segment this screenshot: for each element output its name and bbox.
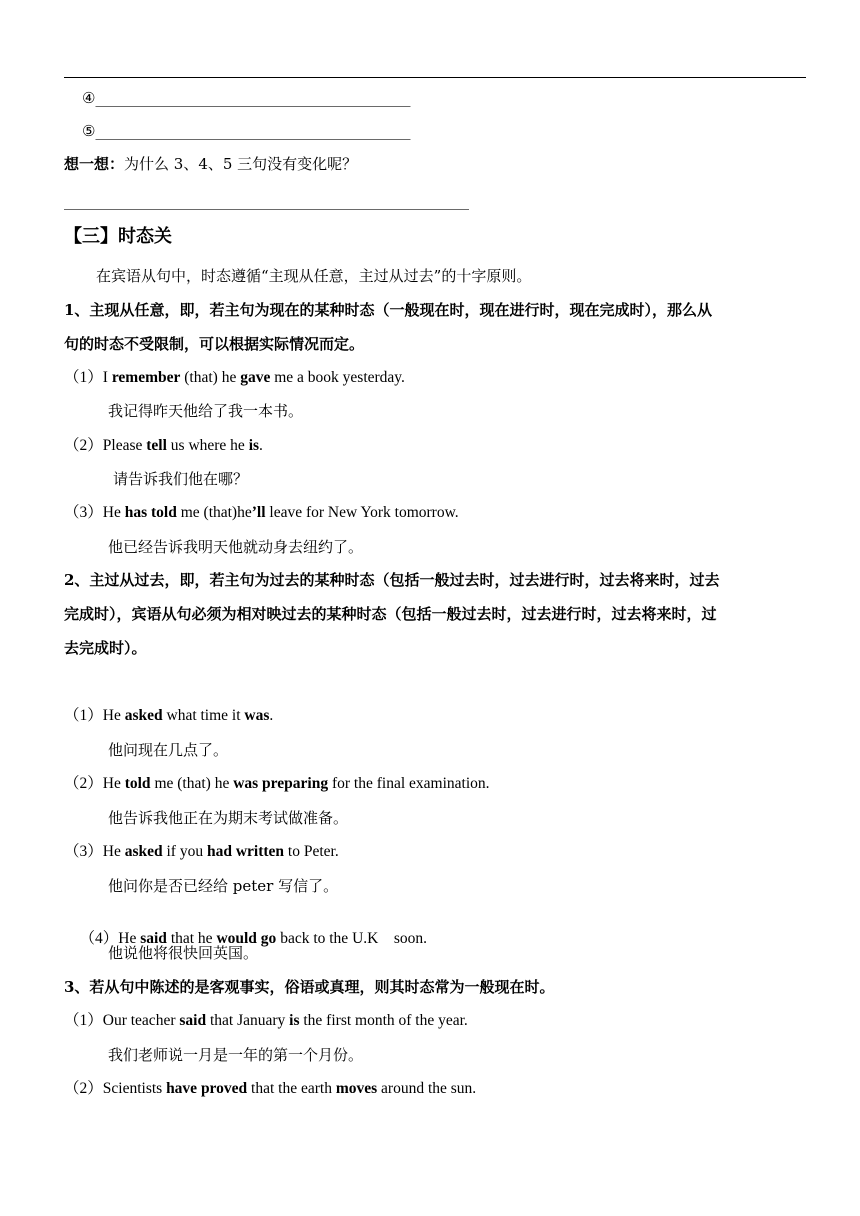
sentence-part-bold: remember (111, 369, 181, 386)
think-question (64, 154, 357, 174)
sentence-part-bold: would go (216, 930, 277, 947)
sentence-part: me (that)he (176, 504, 252, 521)
example-number: （2） (64, 1080, 103, 1097)
sentence-part: Please (102, 437, 147, 454)
sentence-part: . (259, 437, 263, 454)
think-text: 为什么 3、4、5 三句没有变化呢？ (124, 155, 358, 173)
sentence-part: the first month of the year. (299, 1012, 468, 1029)
sentence-part-bold: is (248, 437, 260, 454)
sentence-part: me (that) he (150, 775, 234, 792)
think-answer-blank: ______________________________________________________ (64, 192, 469, 210)
sentence-part: leave for New York tomorrow. (265, 504, 459, 521)
sentence-part-bold: moves (335, 1080, 378, 1097)
example-number: （4） (79, 930, 119, 947)
example-sentence (64, 368, 405, 388)
sentence-part: He (102, 707, 125, 724)
sentence-part: (that) he (180, 369, 241, 386)
blank-marker: ④ (82, 89, 96, 107)
sentence-part: Scientists (102, 1080, 167, 1097)
sentence-part: He (102, 775, 125, 792)
rule2-line3: 去完成时）。 (64, 639, 147, 657)
sentence-part-bold: is (289, 1012, 300, 1029)
example-translation: 我们老师说一月是一年的第一个月份。 (108, 1046, 364, 1064)
blank-line-4 (82, 88, 410, 108)
example-number: （1） (64, 707, 103, 724)
example-number: （2） (64, 437, 103, 454)
example-sentence (64, 842, 339, 862)
blank-underline: __________________________________________ (95, 89, 411, 107)
sentence-part: He (118, 930, 141, 947)
sentence-part: around the sun. (377, 1080, 477, 1097)
rule1-line1: 1、主现从任意，即，若主句为现在的某种时态（一般现在时，现在进行时，现在完成时），那么从 (64, 301, 712, 319)
sentence-part-bold: have proved (166, 1080, 248, 1097)
sentence-part: that January (206, 1012, 290, 1029)
sentence-part-bold: had written (206, 843, 285, 860)
example-translation: 他问你是否已经给 peter 写信了。 (108, 877, 339, 895)
sentence-part: back to the U.K soon. (276, 930, 427, 947)
example-sentence (64, 436, 263, 456)
example-number: （3） (64, 843, 103, 860)
example-translation: 我记得昨天他给了我一本书。 (108, 402, 304, 420)
sentence-part-bold: said (179, 1012, 207, 1029)
sentence-part: for the final examination. (328, 775, 490, 792)
example-translation: 请告诉我们他在哪？ (113, 470, 249, 488)
rule1-line2: 句的时态不受限制，可以根据实际情况而定。 (64, 335, 365, 353)
blank-marker: ⑤ (82, 122, 96, 140)
example-number: （3） (64, 504, 103, 521)
sentence-part: me a book yesterday. (270, 369, 405, 386)
example-translation: 他问现在几点了。 (108, 741, 229, 759)
example-translation: 他告诉我他正在为期末考试做准备。 (108, 809, 349, 827)
sentence-part-bold: tell (146, 437, 167, 454)
example-sentence (64, 774, 490, 794)
sentence-part-bold: asked (124, 707, 163, 724)
sentence-part: us where he (166, 437, 249, 454)
sentence-part: He (102, 843, 125, 860)
example-translation: 他说他将很快回英国。 (108, 944, 259, 962)
example-sentence (64, 503, 459, 523)
sentence-part: that the earth (247, 1080, 336, 1097)
sentence-part: I (102, 369, 112, 386)
top-divider-line (64, 77, 806, 78)
sentence-part: if you (162, 843, 207, 860)
sentence-part-bold: was preparing (233, 775, 329, 792)
sentence-part-bold: was (244, 707, 270, 724)
sentence-part: . (269, 707, 274, 724)
rule3-line1: 3、若从句中陈述的是客观事实，俗语或真理，则其时态常为一般现在时。 (64, 978, 555, 996)
think-label: 想一想： (64, 155, 125, 173)
sentence-part-bold: ’ll (251, 504, 266, 521)
intro-paragraph: 在宾语从句中，时态遵循“主现从任意，主过从过去”的十字原则。 (96, 267, 532, 285)
sentence-part-bold: told (124, 775, 151, 792)
sentence-part: that he (166, 930, 217, 947)
sentence-part: He (102, 504, 125, 521)
sentence-part-bold: has told (124, 504, 177, 521)
example-number: （1） (64, 369, 103, 386)
sentence-part-bold: asked (124, 843, 163, 860)
sentence-part-bold: said (140, 930, 167, 947)
blank-underline: __________________________________________ (95, 122, 411, 140)
sentence-part: Our teacher (102, 1012, 180, 1029)
example-translation: 他已经告诉我明天他就动身去纽约了。 (108, 538, 364, 556)
example-number: （2） (64, 775, 103, 792)
section-title: 【三】时态关 (64, 226, 172, 247)
rule2-line2: 完成时），宾语从句必须为相对映过去的某种时态（包括一般过去时，过去进行时，过去将来时，过 (64, 605, 717, 623)
rule2-line1: 2、主过从过去，即，若主句为过去的某种时态（包括一般过去时，过去进行时，过去将来时，过去 (64, 571, 720, 589)
example-sentence (64, 1079, 476, 1099)
example-sentence (64, 706, 273, 726)
example-number: （1） (64, 1012, 103, 1029)
example-sentence (64, 1011, 468, 1031)
blank-line-5 (82, 121, 410, 141)
sentence-part: what time it (162, 707, 245, 724)
sentence-part-bold: gave (240, 369, 271, 386)
sentence-part: to Peter. (284, 843, 339, 860)
